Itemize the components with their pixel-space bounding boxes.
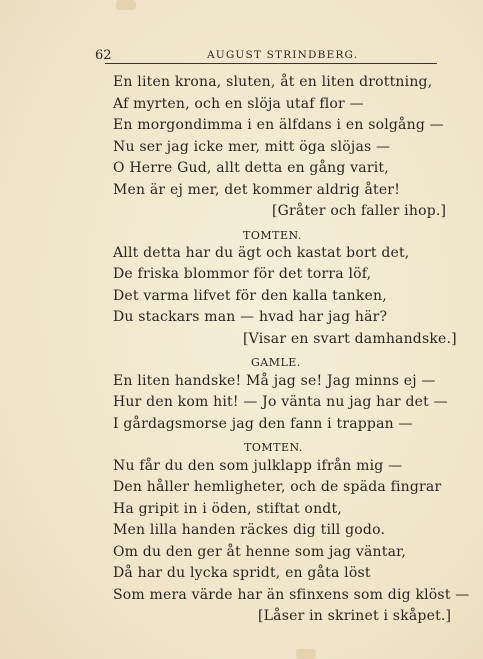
- verse-line: Nu ser jag icke mer, mitt öga slöjas —: [113, 139, 391, 155]
- verse-line: Om du den ger åt henne som jag väntar,: [113, 544, 407, 560]
- verse-line: Som mera värde har än sfinxens som dig klöst —: [113, 587, 470, 603]
- verse-line: Det varma lifvet för den kalla tanken,: [113, 288, 387, 304]
- verse-line: Men lilla handen räckes dig till godo.: [113, 522, 386, 538]
- verse-line: Af myrten, och en slöja utaf flor —: [113, 96, 364, 112]
- stage-direction: [Visar en svart damhandske.]: [243, 331, 457, 347]
- stage-direction: [Låser in skrinet i skåpet.]: [258, 608, 452, 624]
- verse-line: I gårdagsmorse jag den fann i trappan —: [113, 416, 413, 432]
- running-title: AUGUST STRINDBERG.: [207, 49, 359, 61]
- stage-direction: [Gråter och faller ihop.]: [272, 203, 447, 219]
- verse-line: O Herre Gud, allt detta en gång varit,: [113, 160, 389, 176]
- verse-line: Du stackars man — hvad har jag här?: [113, 309, 388, 325]
- page-number: 62: [95, 48, 112, 63]
- speaker-name: TOMTEN.: [243, 229, 302, 242]
- verse-line: En morgondimma i en älfdans i en solgång —: [113, 117, 444, 133]
- verse-line: Ha gripit in i öden, stiftat ondt,: [113, 501, 342, 517]
- verse-line: Den håller hemligheter, och de späda fingrar: [113, 479, 442, 495]
- verse-line: Nu får du den som julklapp ifrån mig —: [113, 458, 403, 474]
- verse-line: De friska blommor för det torra löf,: [113, 266, 372, 282]
- verse-line: Men är ej mer, det kommer aldrig åter!: [113, 182, 401, 198]
- verse-line: En liten krona, sluten, åt en liten drottning,: [113, 74, 433, 90]
- verse-line: Hur den kom hit! — Jo vänta nu jag har det —: [113, 394, 448, 410]
- verse-line: Då har du lycka spridt, en gåta löst: [113, 565, 371, 581]
- verse-line: Allt detta har du ägt och kastat bort det,: [113, 245, 410, 261]
- speaker-name: GAMLE.: [251, 356, 301, 369]
- speaker-name: TOMTEN.: [244, 441, 303, 454]
- verse-line: En liten handske! Må jag se! Jag minns ej —: [113, 373, 436, 389]
